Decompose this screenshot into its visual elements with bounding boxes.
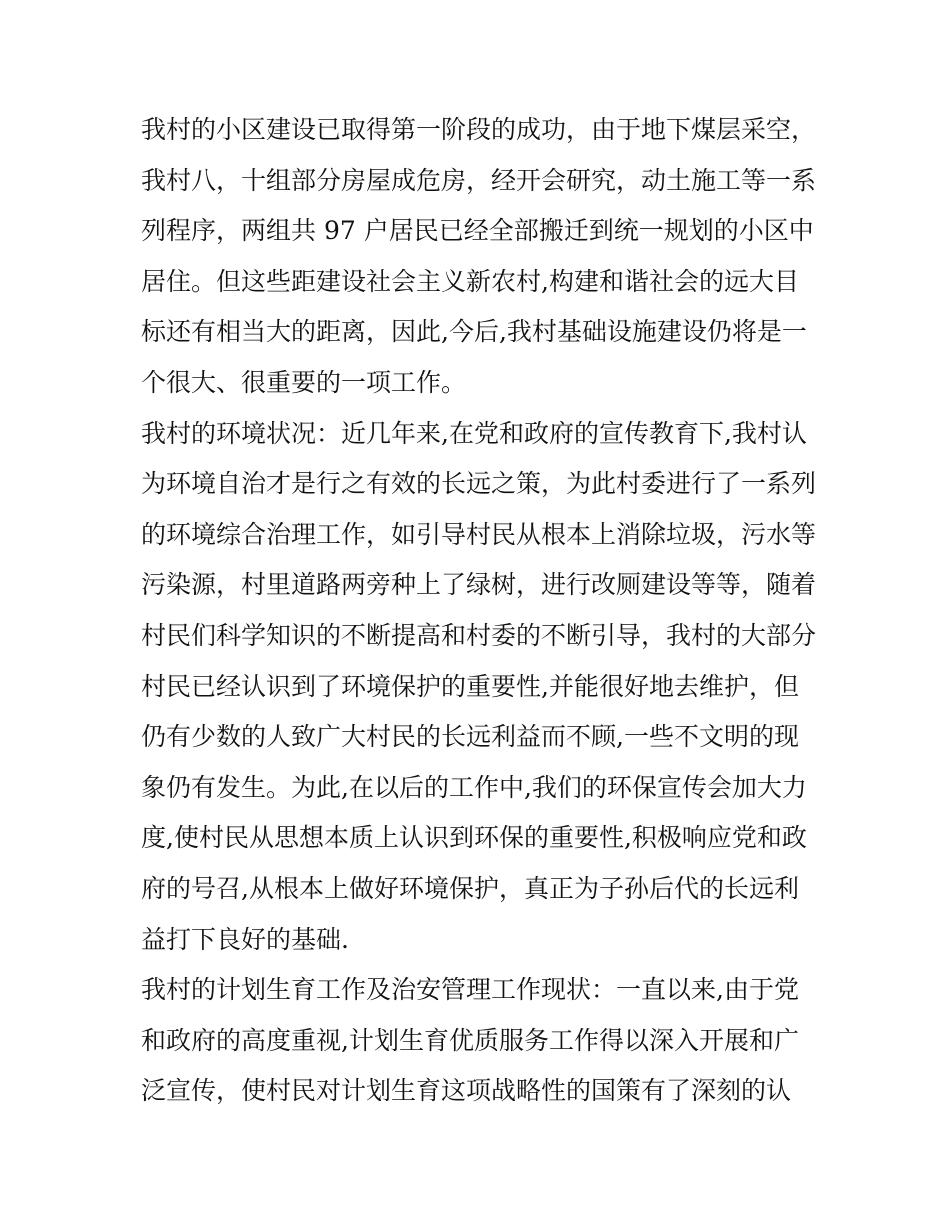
text-line: 府的号召,从根本上做好环境保护，真正为子孙后代的长远利 [141,873,799,903]
text-line: 污染源，村里道路两旁种上了绿树，进行改厕建设等等，随着 [141,570,817,600]
text-line: 为环境自治才是行之有效的长远之策，为此村委进行了一系列 [141,469,817,499]
text-line: 仍有少数的人致广大村民的长远利益而不顾,一些不文明的现 [141,722,799,752]
text-line: 标还有相当大的距离，因此,今后,我村基础设施建设仍将是一 [141,317,807,347]
text-line: 居住。但这些距建设社会主义新农村,构建和谐社会的远大目 [141,266,799,296]
text-line: 我村的小区建设已取得第一阶段的成功，由于地下煤层采空， [141,115,817,144]
text-line: 我村八，十组部分房屋成危房，经开会研究，动土施工等一系 [141,165,817,195]
text-line: 我村的环境状况：近几年来,在党和政府的宣传教育下,我村认 [141,418,807,448]
text-line: 的环境综合治理工作，如引导村民从根本上消除垃圾，污水等 [141,519,817,549]
text-line: 列程序，两组共 97 户居民已经全部搬迁到统一规划的小区中 [141,216,814,246]
body-text [141,110,821,1122]
text-line: 我村的计划生育工作及治安管理工作现状：一直以来,由于党 [141,975,799,1005]
text-line: 个很大、很重要的一项工作。 [141,367,467,397]
text-line: 益打下良好的基础. [141,924,349,954]
text-line: 村民们科学知识的不断提高和村委的不断引导，我村的大部分 [141,620,817,650]
text-line: 泛宣传，使村民对计划生育这项战略性的国策有了深刻的认 [141,1076,792,1106]
text-line: 象仍有发生。为此,在以后的工作中,我们的环保宣传会加大力 [141,772,807,802]
text-line: 度,使村民从思想本质上认识到环保的重要性,积极响应党和政 [141,823,807,853]
text-line: 村民已经认识到了环境保护的重要性,并能很好地去维护，但 [141,671,799,701]
text-line: 和政府的高度重视,计划生育优质服务工作得以深入开展和广 [141,1025,799,1055]
